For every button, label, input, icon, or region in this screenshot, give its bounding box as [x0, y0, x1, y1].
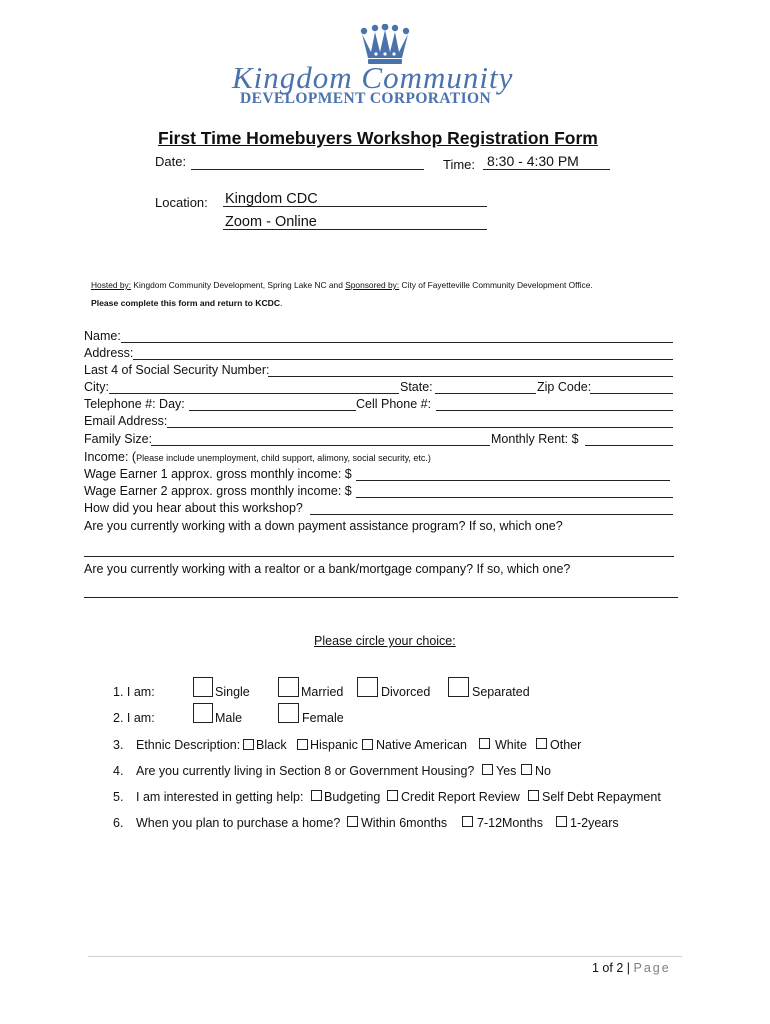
complete-note-period: .: [280, 298, 283, 308]
state-label: State:: [400, 380, 433, 394]
time-field[interactable]: [483, 169, 610, 170]
hear-label: How did you hear about this workshop?: [84, 501, 303, 515]
hispanic-label: Hispanic: [310, 738, 358, 752]
male-label: Male: [215, 711, 243, 725]
location-field-1[interactable]: [223, 206, 487, 207]
form-title: First Time Homebuyers Workshop Registration Form: [158, 128, 598, 148]
q5-number: 5.: [113, 790, 124, 804]
name-field[interactable]: [121, 342, 673, 343]
wage1-label: Wage Earner 1 approx. gross monthly income: $: [84, 467, 352, 481]
income-label: [84, 450, 431, 464]
7-12-months-label: 7-12Months: [477, 816, 544, 830]
q1-label: 1. I am:: [113, 685, 155, 699]
budgeting-label: Budgeting: [324, 790, 381, 804]
credit-report-label: Credit Report Review: [401, 790, 520, 804]
married-checkbox[interactable]: [278, 677, 299, 697]
dpa-field[interactable]: [84, 556, 674, 557]
1-2-years-label: 1-2years: [570, 816, 619, 830]
black-label: Black: [256, 738, 287, 752]
logo-line-1: Kingdom Community: [232, 60, 514, 95]
logo-line-2: DEVELOPMENT CORPORATION: [240, 90, 492, 107]
dpa-label: Are you currently working with a down payment assistance program? If so, which one?: [84, 519, 563, 533]
q5-label: I am interested in getting help:: [136, 790, 304, 804]
yes-label: Yes: [496, 764, 517, 778]
sponsored-label: Sponsored by:: [345, 280, 400, 290]
separated-checkbox[interactable]: [448, 677, 469, 697]
location-line-1: Kingdom CDC: [225, 191, 318, 207]
within-6-months-checkbox[interactable]: [347, 816, 358, 827]
income-label-text: Income: (: [84, 450, 137, 464]
budgeting-checkbox[interactable]: [311, 790, 322, 801]
no-checkbox[interactable]: [521, 764, 532, 775]
sponsored-text: City of Fayetteville Community Development Office.: [399, 280, 593, 290]
email-field[interactable]: [167, 427, 673, 428]
female-checkbox[interactable]: [278, 703, 299, 723]
income-note: Please include unemployment, child support, alimony, social security, etc.): [136, 453, 431, 463]
separated-label: Separated: [472, 685, 530, 699]
wage2-label: Wage Earner 2 approx. gross monthly income: $: [84, 484, 352, 498]
family-size-field[interactable]: [151, 445, 490, 446]
q4-label: Are you currently living in Section 8 or Government Housing?: [136, 764, 475, 778]
realtor-label: Are you currently working with a realtor or a bank/mortgage company? If so, which one?: [84, 562, 571, 576]
single-checkbox[interactable]: [193, 677, 213, 697]
address-label: Address:: [84, 346, 134, 360]
q3-label: Ethnic Description:: [136, 738, 241, 752]
ssn-label: Last 4 of Social Security Number:: [84, 363, 270, 377]
date-label: Date:: [155, 154, 187, 169]
city-label: City:: [84, 380, 109, 394]
7-12-months-checkbox[interactable]: [462, 816, 473, 827]
divorced-label: Divorced: [381, 685, 431, 699]
circle-heading: Please circle your choice:: [314, 634, 456, 648]
zip-field[interactable]: [590, 393, 673, 394]
family-label: Family Size:: [84, 432, 153, 446]
zip-label: Zip Code:: [537, 380, 592, 394]
name-label: Name:: [84, 329, 121, 343]
native-american-checkbox[interactable]: [362, 739, 373, 750]
time-value: 8:30 - 4:30 PM: [487, 153, 579, 169]
q6-number: 6.: [113, 816, 124, 830]
rent-field[interactable]: [585, 445, 673, 446]
q3-number: 3.: [113, 738, 124, 752]
ssn-field[interactable]: [268, 376, 673, 377]
no-label: No: [535, 764, 551, 778]
rent-label: Monthly Rent: $: [491, 432, 579, 446]
single-label: Single: [215, 685, 250, 699]
date-field[interactable]: [191, 169, 424, 170]
state-field[interactable]: [435, 393, 536, 394]
page-footer: [592, 961, 671, 975]
q4-number: 4.: [113, 764, 124, 778]
complete-note: [91, 298, 283, 308]
city-field[interactable]: [109, 393, 399, 394]
male-checkbox[interactable]: [193, 703, 213, 723]
q2-label: 2. I am:: [113, 711, 155, 725]
yes-checkbox[interactable]: [482, 764, 493, 775]
page-word: Page: [633, 961, 671, 975]
self-debt-checkbox[interactable]: [528, 790, 539, 801]
other-label: Other: [550, 738, 582, 752]
footer-divider: [88, 956, 682, 957]
wage1-field[interactable]: [356, 480, 670, 481]
time-label: Time:: [443, 157, 476, 172]
white-label: White: [495, 738, 527, 752]
page-number: 1 of 2: [592, 961, 624, 975]
divorced-checkbox[interactable]: [357, 677, 378, 697]
credit-report-checkbox[interactable]: [387, 790, 398, 801]
hispanic-checkbox[interactable]: [297, 739, 308, 750]
wage2-field[interactable]: [356, 497, 673, 498]
location-field-2[interactable]: [223, 229, 487, 230]
location-label: Location:: [155, 195, 208, 210]
cell-label: Cell Phone #:: [356, 397, 432, 411]
black-checkbox[interactable]: [243, 739, 254, 750]
email-label: Email Address:: [84, 414, 168, 428]
within-6-months-label: Within 6months: [361, 816, 448, 830]
realtor-field[interactable]: [84, 597, 678, 598]
day-phone-field[interactable]: [189, 410, 356, 411]
native-american-label: Native American: [376, 738, 468, 752]
complete-note-text: Please complete this form and return to KCDC: [91, 298, 281, 308]
white-checkbox[interactable]: [479, 738, 490, 749]
hosted-label: Hosted by:: [91, 280, 132, 290]
other-checkbox[interactable]: [536, 738, 547, 749]
page-separator: |: [623, 961, 634, 975]
self-debt-label: Self Debt Repayment: [542, 790, 661, 804]
female-label: Female: [302, 711, 344, 725]
hear-field[interactable]: [310, 514, 673, 515]
cell-phone-field[interactable]: [436, 410, 673, 411]
q6-label: When you plan to purchase a home?: [136, 816, 341, 830]
married-label: Married: [301, 685, 344, 699]
telephone-label: Telephone #: Day:: [84, 397, 185, 411]
hosted-line: [91, 280, 593, 290]
1-2-years-checkbox[interactable]: [556, 816, 567, 827]
hosted-text: Kingdom Community Development, Spring Lake NC and: [131, 280, 346, 290]
location-line-2: Zoom - Online: [225, 214, 317, 230]
address-field[interactable]: [133, 359, 673, 360]
